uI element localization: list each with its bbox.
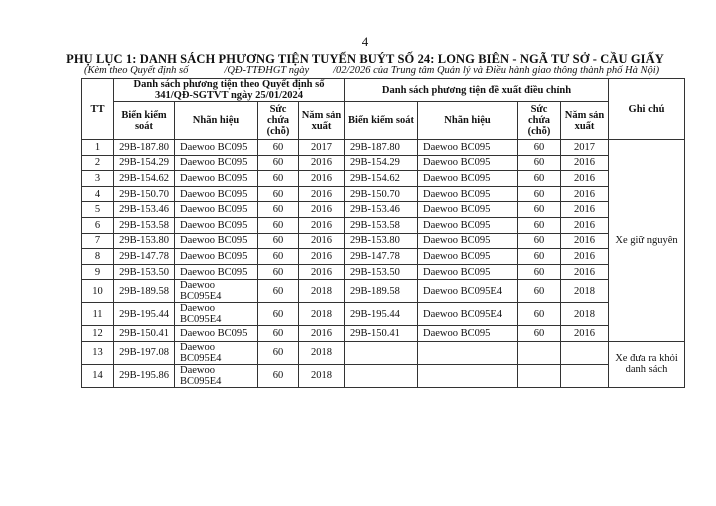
- cell-proposed-year: 2016: [561, 249, 609, 265]
- header-proposed-list: Danh sách phương tiện đề xuất điều chỉnh: [345, 79, 609, 102]
- cell-plate: 29B-153.46: [114, 202, 175, 218]
- cell-capacity: 60: [258, 303, 299, 326]
- cell-proposed-capacity: 60: [518, 171, 561, 187]
- cell-year: 2016: [299, 155, 345, 171]
- table-row: [82, 280, 685, 303]
- cell-brand: Daewoo BC095: [175, 326, 258, 342]
- cell-proposed-brand: Daewoo BC095: [418, 326, 518, 342]
- vehicle-table: [81, 78, 685, 388]
- table-row: [82, 202, 685, 218]
- cell-proposed-year: 2016: [561, 326, 609, 342]
- cell-proposed-plate: 29B-153.58: [345, 217, 418, 233]
- cell-plate: 29B-187.80: [114, 140, 175, 156]
- cell-tt: 11: [82, 303, 114, 326]
- cell-proposed-brand: [418, 341, 518, 364]
- cell-proposed-brand: Daewoo BC095: [418, 217, 518, 233]
- cell-proposed-plate: 29B-153.46: [345, 202, 418, 218]
- cell-proposed-plate: 29B-195.44: [345, 303, 418, 326]
- cell-proposed-brand: [418, 364, 518, 387]
- table-row: [82, 326, 685, 342]
- cell-capacity: 60: [258, 186, 299, 202]
- cell-year: 2017: [299, 140, 345, 156]
- cell-brand: Daewoo BC095: [175, 186, 258, 202]
- header-note: Ghi chú: [609, 79, 685, 140]
- cell-tt: 12: [82, 326, 114, 342]
- cell-year: 2016: [299, 171, 345, 187]
- cell-capacity: 60: [258, 155, 299, 171]
- header-plate: Biển kiểm soát: [114, 102, 175, 140]
- subtitle-part-3: /02/2026 của Trung tâm Quản lý và Điều hành giao thông thành phố Hà Nội): [333, 65, 660, 76]
- cell-tt: 6: [82, 217, 114, 233]
- cell-plate: 29B-195.86: [114, 364, 175, 387]
- cell-tt: 14: [82, 364, 114, 387]
- cell-plate: 29B-197.08: [114, 341, 175, 364]
- cell-proposed-year: 2016: [561, 264, 609, 280]
- cell-proposed-plate: 29B-150.70: [345, 186, 418, 202]
- document-title: PHỤ LỤC 1: DANH SÁCH PHƯƠNG TIỆN TUYẾN BUÝT SỐ 24: LONG BIÊN - NGÃ TƯ SỞ - CẦU GIẤY: [66, 52, 664, 66]
- cell-proposed-year: [561, 364, 609, 387]
- header-capacity: Sức chứa (chỗ): [258, 102, 299, 140]
- cell-proposed-plate: [345, 364, 418, 387]
- cell-proposed-plate: 29B-153.50: [345, 264, 418, 280]
- cell-proposed-capacity: 60: [518, 280, 561, 303]
- cell-proposed-capacity: [518, 341, 561, 364]
- table-row: [82, 233, 685, 249]
- cell-brand: Daewoo BC095: [175, 249, 258, 265]
- header-proposed-plate: Biển kiểm soát: [345, 102, 418, 140]
- cell-proposed-year: 2017: [561, 140, 609, 156]
- cell-tt: 13: [82, 341, 114, 364]
- cell-proposed-capacity: 60: [518, 140, 561, 156]
- cell-plate: 29B-154.29: [114, 155, 175, 171]
- cell-proposed-year: 2016: [561, 171, 609, 187]
- cell-brand: Daewoo BC095E4: [175, 280, 258, 303]
- table-row: [82, 264, 685, 280]
- table-row: [82, 140, 685, 156]
- note-remove: Xe đưa ra khỏi danh sách: [609, 341, 685, 387]
- cell-tt: 7: [82, 233, 114, 249]
- cell-proposed-plate: 29B-189.58: [345, 280, 418, 303]
- cell-tt: 1: [82, 140, 114, 156]
- cell-tt: 8: [82, 249, 114, 265]
- cell-brand: Daewoo BC095E4: [175, 303, 258, 326]
- cell-proposed-year: 2018: [561, 303, 609, 326]
- table-row: [82, 171, 685, 187]
- cell-year: 2018: [299, 303, 345, 326]
- cell-brand: Daewoo BC095E4: [175, 364, 258, 387]
- cell-proposed-capacity: [518, 364, 561, 387]
- cell-year: 2016: [299, 217, 345, 233]
- cell-capacity: 60: [258, 202, 299, 218]
- cell-plate: 29B-150.70: [114, 186, 175, 202]
- cell-plate: 29B-153.58: [114, 217, 175, 233]
- cell-proposed-year: 2016: [561, 217, 609, 233]
- cell-proposed-brand: Daewoo BC095E4: [418, 303, 518, 326]
- cell-year: 2016: [299, 249, 345, 265]
- cell-proposed-plate: [345, 341, 418, 364]
- cell-capacity: 60: [258, 217, 299, 233]
- cell-brand: Daewoo BC095: [175, 140, 258, 156]
- cell-proposed-plate: 29B-187.80: [345, 140, 418, 156]
- cell-year: 2016: [299, 202, 345, 218]
- cell-capacity: 60: [258, 249, 299, 265]
- cell-proposed-plate: 29B-153.80: [345, 233, 418, 249]
- cell-plate: 29B-150.41: [114, 326, 175, 342]
- cell-proposed-plate: 29B-154.62: [345, 171, 418, 187]
- cell-proposed-capacity: 60: [518, 202, 561, 218]
- table-row: [82, 341, 685, 364]
- subtitle-part-1: (Kèm theo Quyết định số: [84, 65, 189, 76]
- cell-tt: 4: [82, 186, 114, 202]
- cell-capacity: 60: [258, 280, 299, 303]
- cell-capacity: 60: [258, 233, 299, 249]
- header-proposed-capacity: Sức chứa (chỗ): [518, 102, 561, 140]
- header-brand: Nhãn hiệu: [175, 102, 258, 140]
- table-row: [82, 303, 685, 326]
- cell-plate: 29B-189.58: [114, 280, 175, 303]
- cell-proposed-plate: 29B-150.41: [345, 326, 418, 342]
- subtitle-part-2: /QĐ-TTĐHGT ngày: [224, 65, 310, 76]
- cell-year: 2016: [299, 326, 345, 342]
- cell-brand: Daewoo BC095: [175, 155, 258, 171]
- cell-proposed-brand: Daewoo BC095: [418, 202, 518, 218]
- table-row: [82, 217, 685, 233]
- header-year: Năm sản xuất: [299, 102, 345, 140]
- cell-plate: 29B-195.44: [114, 303, 175, 326]
- cell-proposed-year: 2016: [561, 155, 609, 171]
- cell-brand: Daewoo BC095: [175, 233, 258, 249]
- cell-proposed-brand: Daewoo BC095: [418, 155, 518, 171]
- cell-year: 2016: [299, 264, 345, 280]
- cell-tt: 2: [82, 155, 114, 171]
- cell-proposed-brand: Daewoo BC095: [418, 249, 518, 265]
- cell-proposed-brand: Daewoo BC095: [418, 171, 518, 187]
- header-current-list: Danh sách phương tiện theo Quyết định số 341/QĐ-SGTVT ngày 25/01/2024: [114, 79, 345, 102]
- cell-brand: Daewoo BC095: [175, 264, 258, 280]
- cell-proposed-brand: Daewoo BC095: [418, 186, 518, 202]
- cell-brand: Daewoo BC095: [175, 217, 258, 233]
- note-keep: Xe giữ nguyên: [609, 140, 685, 342]
- cell-year: 2018: [299, 364, 345, 387]
- cell-year: 2016: [299, 233, 345, 249]
- cell-proposed-year: 2016: [561, 186, 609, 202]
- cell-proposed-capacity: 60: [518, 264, 561, 280]
- header-proposed-brand: Nhãn hiệu: [418, 102, 518, 140]
- cell-proposed-brand: Daewoo BC095: [418, 140, 518, 156]
- cell-brand: Daewoo BC095E4: [175, 341, 258, 364]
- cell-capacity: 60: [258, 140, 299, 156]
- cell-year: 2018: [299, 280, 345, 303]
- cell-year: 2018: [299, 341, 345, 364]
- header-tt: TT: [82, 79, 114, 140]
- cell-tt: 5: [82, 202, 114, 218]
- cell-brand: Daewoo BC095: [175, 202, 258, 218]
- cell-year: 2016: [299, 186, 345, 202]
- cell-capacity: 60: [258, 264, 299, 280]
- document-subtitle: [84, 65, 660, 76]
- cell-proposed-year: 2018: [561, 280, 609, 303]
- page-number: 4: [361, 34, 369, 49]
- table-body: [82, 140, 685, 388]
- cell-proposed-capacity: 60: [518, 217, 561, 233]
- cell-proposed-plate: 29B-147.78: [345, 249, 418, 265]
- cell-proposed-year: 2016: [561, 233, 609, 249]
- cell-proposed-capacity: 60: [518, 155, 561, 171]
- table-row: [82, 186, 685, 202]
- cell-proposed-capacity: 60: [518, 303, 561, 326]
- cell-tt: 3: [82, 171, 114, 187]
- cell-capacity: 60: [258, 326, 299, 342]
- cell-plate: 29B-153.80: [114, 233, 175, 249]
- header-proposed-year: Năm sản xuất: [561, 102, 609, 140]
- cell-capacity: 60: [258, 341, 299, 364]
- cell-brand: Daewoo BC095: [175, 171, 258, 187]
- cell-tt: 10: [82, 280, 114, 303]
- table-row: [82, 364, 685, 387]
- table-row: [82, 155, 685, 171]
- cell-proposed-capacity: 60: [518, 186, 561, 202]
- table-row: [82, 249, 685, 265]
- cell-tt: 9: [82, 264, 114, 280]
- cell-proposed-capacity: 60: [518, 233, 561, 249]
- cell-proposed-capacity: 60: [518, 249, 561, 265]
- cell-proposed-brand: Daewoo BC095: [418, 233, 518, 249]
- cell-proposed-year: 2016: [561, 202, 609, 218]
- cell-proposed-plate: 29B-154.29: [345, 155, 418, 171]
- cell-plate: 29B-154.62: [114, 171, 175, 187]
- cell-plate: 29B-147.78: [114, 249, 175, 265]
- cell-proposed-brand: Daewoo BC095: [418, 264, 518, 280]
- cell-plate: 29B-153.50: [114, 264, 175, 280]
- cell-proposed-capacity: 60: [518, 326, 561, 342]
- cell-proposed-year: [561, 341, 609, 364]
- cell-capacity: 60: [258, 364, 299, 387]
- cell-proposed-brand: Daewoo BC095E4: [418, 280, 518, 303]
- cell-capacity: 60: [258, 171, 299, 187]
